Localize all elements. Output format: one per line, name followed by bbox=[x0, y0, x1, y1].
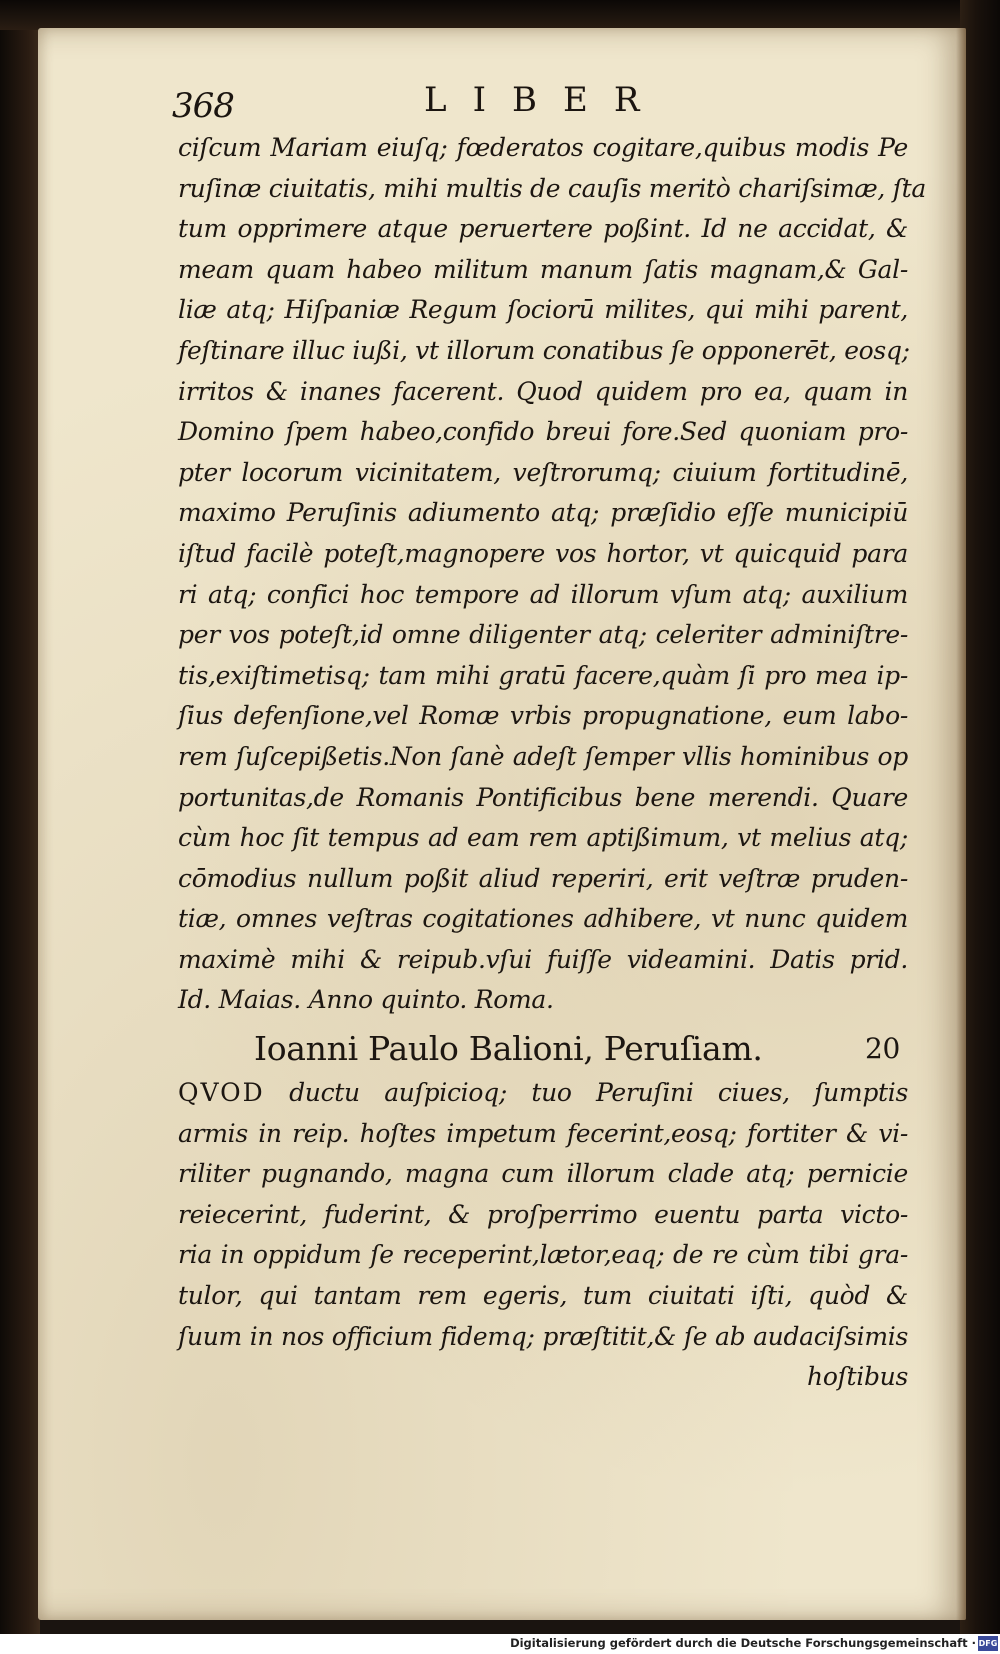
text-line: ſuum in nos officium fidemq; præſtitit,& ſe ab audaciſsimis bbox=[178, 1321, 908, 1351]
text-line: ſius defenſione,vel Romæ vrbis propugnatione, eum labo- bbox=[178, 701, 908, 731]
text-block bbox=[178, 128, 927, 1398]
text-line: tiæ, omnes veſtras cogitationes adhibere, vt nunc quidem bbox=[178, 904, 908, 934]
text-line: ruſinæ ciuitatis, mihi multis de cauſis meritò chariſsimæ, ſta bbox=[178, 173, 927, 203]
text-line: reiecerint, fuderint, & proſperrimo euentu parta victo- bbox=[178, 1199, 908, 1229]
page-number: 368 bbox=[172, 86, 234, 126]
text-line: cōmodius nullum poßit aliud reperiri, erit veſtræ pruden- bbox=[178, 863, 908, 893]
footer-bar bbox=[0, 1634, 1000, 1654]
dfg-credit: Digitalisierung gefördert durch die Deutsche Forschungsgemeinschaft · bbox=[510, 1636, 976, 1650]
text-line: tulor, qui tantam rem egeris, tum ciuitati iſti, quòd & bbox=[178, 1281, 908, 1311]
text-line: ri atq; confici hoc tempore ad illorum vſum atq; auxilium bbox=[178, 579, 908, 609]
initial-word: QVOD bbox=[178, 1078, 265, 1108]
book-edge-top bbox=[0, 0, 1000, 30]
text-line: iſtud facilè poteſt,magnopere vos hortor, vt quicquid para bbox=[178, 538, 908, 568]
text-line bbox=[178, 1073, 908, 1114]
text-line: liæ atq; Hiſpaniæ Regum ſociorū milites, qui mihi parent, bbox=[178, 295, 908, 325]
text-line: armis in reip. hoſtes impetum fecerint,eosq; fortiter & vi- bbox=[178, 1118, 908, 1148]
text-line: ciſcum Mariam eiuſq; fœderatos cogitare,quibus modis Pe bbox=[178, 133, 908, 162]
letter-heading-text: Ioanni Paulo Balioni, Peruſiam. bbox=[254, 1029, 763, 1069]
letter-number: 20 bbox=[864, 1032, 900, 1066]
text-line: irritos & inanes facerent. Quod quidem pro ea, quam in bbox=[178, 376, 908, 406]
text-line: portunitas,de Romanis Pontificibus bene merendi. Quare bbox=[178, 782, 908, 812]
text-line: Domino ſpem habeo,confido breui fore.Sed quoniam pro- bbox=[178, 417, 908, 447]
text-line: feſtinare illuc iußi, vt illorum conatibus ſe opponerēt, eosq; bbox=[178, 335, 910, 365]
text-line: riliter pugnando, magna cum illorum clade atq; pernicie bbox=[178, 1159, 908, 1189]
letter-heading bbox=[178, 1025, 908, 1073]
text-line: per vos poteſt,id omne diligenter atq; celeriter adminiſtre- bbox=[178, 620, 908, 650]
book-edge-left bbox=[0, 0, 40, 1654]
text-line: pter locorum vicinitatem, veſtrorumq; ciuium fortitudinē, bbox=[178, 457, 908, 487]
running-title: LIBER bbox=[424, 80, 666, 120]
text-line: tis,exiſtimetisq; tam mihi gratū facere,quàm ſi pro mea ip- bbox=[178, 660, 908, 690]
book-edge-right bbox=[960, 0, 1000, 1654]
first-line-rest: ductu auſpicioq; tuo Peruſini ciues, ſumptis bbox=[289, 1078, 909, 1108]
catchword: hoſtibus bbox=[807, 1362, 908, 1392]
text-line: cùm hoc ſit tempus ad eam rem aptißimum, vt melius atq; bbox=[178, 823, 908, 853]
text-line: rem ſuſcepißetis.Non ſanè adeſt ſemper vllis hominibus op bbox=[178, 741, 908, 771]
dfg-logo: DFG bbox=[978, 1636, 998, 1651]
running-head bbox=[132, 62, 872, 126]
text-line: tum opprimere atque peruertere poßint. Id ne accidat, & bbox=[178, 214, 908, 244]
text-line: maximè mihi & reipub.vſui fuiſſe videamini. Datis prid. bbox=[178, 944, 908, 974]
page-gutter-shadow bbox=[956, 28, 966, 1620]
text-line: maximo Peruſinis adiumento atq; præſidio eſſe municipiū bbox=[178, 498, 908, 528]
text-line: ria in oppidum ſe receperint,lætor,eaq; de re cùm tibi gra- bbox=[178, 1240, 908, 1270]
text-line: meam quam habeo militum manum ſatis magnam,& Gal- bbox=[178, 254, 908, 284]
text-line-dateline: Id. Maias. Anno quinto. Roma. bbox=[178, 985, 554, 1015]
